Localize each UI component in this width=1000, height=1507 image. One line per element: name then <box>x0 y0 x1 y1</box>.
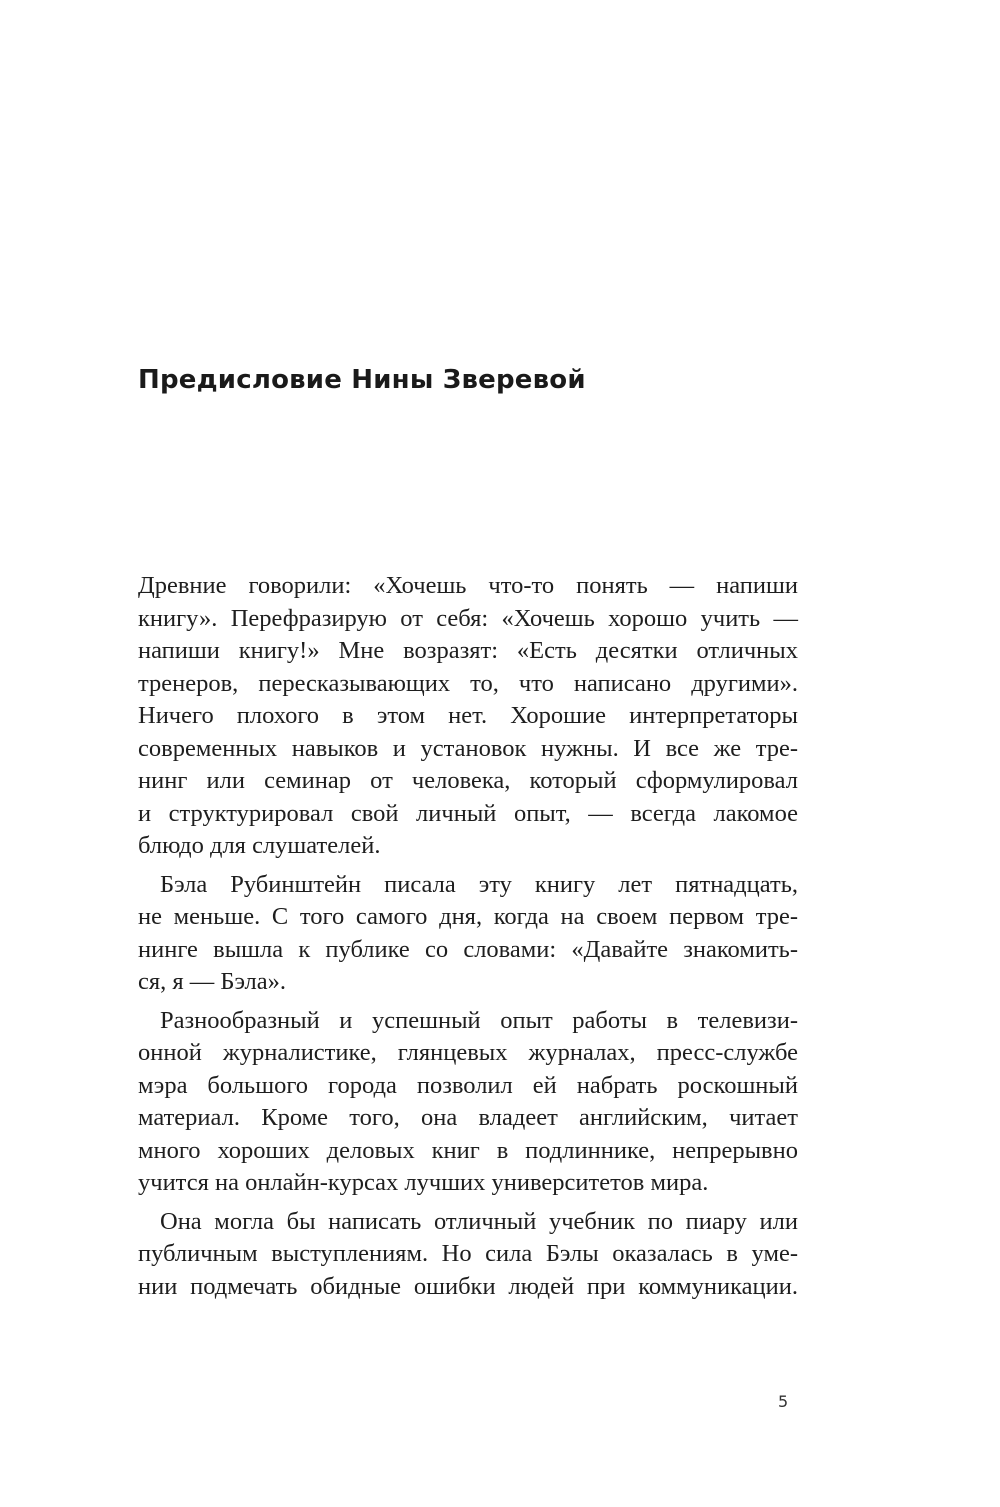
text-line: блюдо для слушателей. <box>138 832 381 859</box>
text-line: ся, я — Бэла». <box>138 968 287 995</box>
paragraph-2 <box>138 869 798 999</box>
paragraph-4 <box>138 1206 798 1304</box>
text-line: напиши книгу!» Мне возразят: «Есть десятки отличных <box>138 637 798 664</box>
text-line: мэра большого города позволил ей набрать роскошный <box>138 1071 798 1099</box>
text-line: современных навыков и установок нужны. И все же тре- <box>138 734 798 762</box>
text-line: учится на онлайн-курсах лучших университетов мира. <box>138 1169 709 1196</box>
page-number: 5 <box>778 1392 789 1411</box>
text-line: Она могла бы написать отличный учебник по пиару или <box>160 1207 798 1235</box>
text-line: тренеров, пересказывающих то, что написано другими». <box>138 669 798 697</box>
text-line: много хороших деловых книг в подлиннике, непрерывно <box>138 1136 798 1164</box>
paragraph-1 <box>138 570 798 863</box>
chapter-title: Предисловие Нины Зверевой <box>138 365 586 395</box>
text-line: Бэла Рубинштейн писала эту книгу лет пятнадцать, <box>160 870 798 898</box>
text-line: нии подмечать обидные ошибки людей при коммуникации. <box>138 1272 798 1300</box>
text-line: публичным выступлениям. Но сила Бэлы оказалась в уме- <box>138 1240 798 1267</box>
text-line: Древние говорили: «Хочешь что-то понять — напиши <box>138 572 798 599</box>
text-line: нинг или семинар от человека, который сформулировал <box>138 767 798 794</box>
text-line: не меньше. С того самого дня, когда на своем первом тре- <box>138 903 798 930</box>
paragraph-3 <box>138 1005 798 1200</box>
body-text <box>138 570 798 1309</box>
text-line: нинге вышла к публике со словами: «Давайте знакомить- <box>138 935 798 963</box>
text-line: материал. Кроме того, она владеет английским, читает <box>138 1104 798 1131</box>
text-line: и структурировал свой личный опыт, — всегда лакомое <box>138 799 798 827</box>
text-line: книгу». Перефразирую от себя: «Хочешь хорошо учить — <box>138 604 798 632</box>
text-line: Разнообразный и успешный опыт работы в телевизи- <box>160 1006 798 1034</box>
text-line: онной журналистике, глянцевых журналах, пресс-службе <box>138 1039 798 1066</box>
text-line: Ничего плохого в этом нет. Хорошие интерпретаторы <box>138 702 798 729</box>
